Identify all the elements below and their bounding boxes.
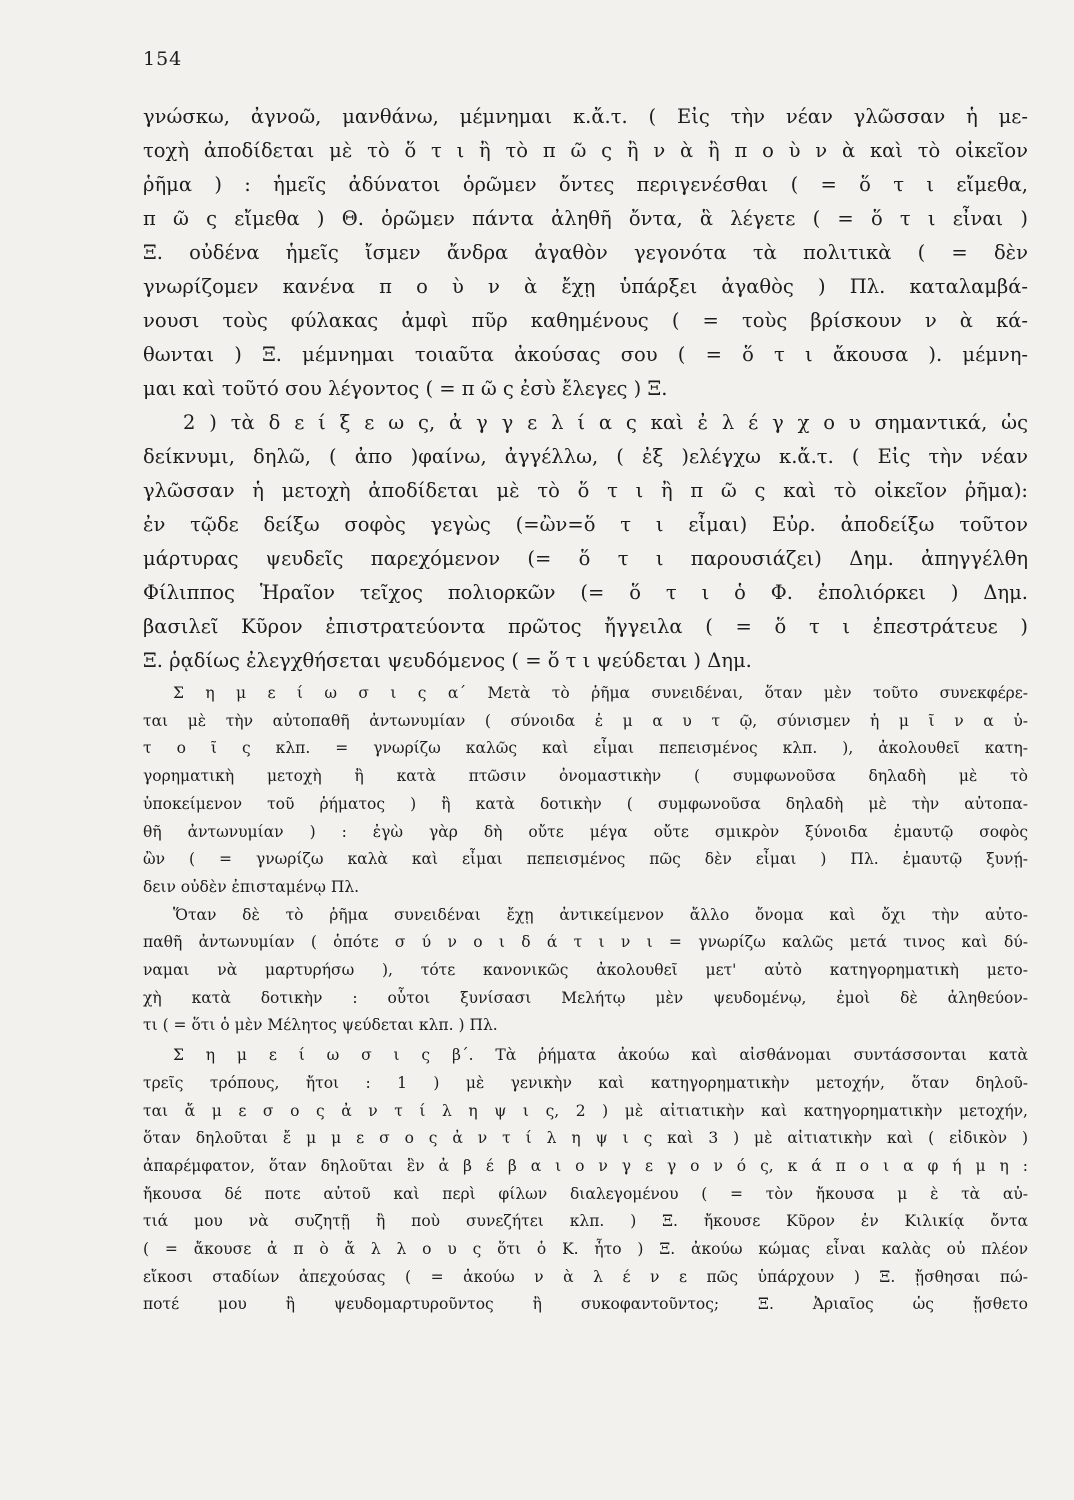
text-line: δειν οὐδὲν ἐπισταμένῳ Πλ. [143,877,360,896]
text-line: ἤκουσα δέ ποτε αὐτοῦ καὶ περὶ φίλων διαλεγομένου ( = τὸν ἤκουσα μ ὲ τὰ αὐ- [143,1184,1028,1203]
text-line: ὑποκείμενον τοῦ ῥήματος ) ἢ κατὰ δοτικὴν ( συμφωνοῦσα δηλαδὴ μὲ τὴν αὐτοπα- [143,794,1028,813]
text-line: ἀπαρέμφατον, ὅταν δηλοῦται ἓν ἀ β έ β α ι ο ν γ ε γ ο ν ό ς, κ ά π ο ι α φ ή μ η : [143,1156,1028,1175]
text-line: θωνται ) Ξ. μέμνημαι τοιαῦτα ἀκούσας σου ( = ὅ τ ι ἄκουσα ). μέμνη- [143,343,1028,366]
text-line: π ῶ ς εἴμεθα ) Θ. ὁρῶμεν πάντα ἀληθῆ ὄντα, ἃ λέγετε ( = ὅ τ ι εἶναι ) [143,207,1028,230]
text-line: Σ η μ ε ί ω σ ι ς α΄ Μετὰ τὸ ῥῆμα συνειδέναι, ὅταν μὲν τοῦτο συνεκφέρε- [173,684,1028,702]
text-line: ὢν ( = γνωρίζω καλὰ καὶ εἶμαι πεπεισμένος πῶς δὲν εἶμαι ) Πλ. ἐμαυτῷ ξυνῄ- [143,850,1028,869]
text-line: νουσι τοὺς φύλακας ἀμφὶ πῦρ καθημένους ( = τοὺς βρίσκουν ν ὰ κά- [143,309,1028,332]
text-line: Φίλιππος Ἡραῖον τεῖχος πολιορκῶν (= ὅ τ ι ὁ Φ. ἐπολιόρκει ) Δημ. [143,581,1028,604]
text-line: γνώσκω, ἀγνοῶ, μανθάνω, μέμνημαι κ.ἄ.τ. ( Εἰς τὴν νέαν γλῶσσαν ἡ με- [143,105,1028,128]
text-line: 2 ) τὰ δ ε ί ξ ε ω ς, ἀ γ γ ε λ ί α ς καὶ ἐ λ έ γ χ ο υ σημαντικά, ὡς [183,411,1028,434]
text-line: ἐν τῷδε δείξω σοφὸς γεγὼς (=ὢν=ὅ τ ι εἶμαι) Εὐρ. ἀποδείξω τοῦτον [143,513,1028,536]
text-line: ῥῆμα ) : ἡμεῖς ἀδύνατοι ὁρῶμεν ὄντες περιγενέσθαι ( = ὅ τ ι εἴμεθα, [143,173,1028,196]
paragraph-verbs-of-showing [143,406,1028,678]
text-line: μάρτυρας ψευδεῖς παρεχόμενον (= ὅ τ ι παρουσιάζει) Δημ. ἀπηγγέλθη [143,547,1028,570]
text-line: ( = ἄκουσε ἀ π ὸ ἄ λ λ ο υ ς ὅτι ὁ Κ. ἦτο ) Ξ. ἀκούω κώμας εἶναι καλὰς οὐ πλέον [143,1240,1028,1259]
text-line: μαι καὶ τοῦτό σου λέγοντος ( = π ῶ ς ἐσὺ ἔλεγες ) Ξ. [143,377,668,400]
text-line: τ ο ῖ ς κλπ. = γνωρίζω καλῶς καὶ εἶμαι πεπεισμένος κλπ. ), ἀκολουθεῖ κατη- [143,739,1028,758]
text-line: ὅταν δηλοῦται ἔ μ μ ε σ ο ς ἀ ν τ ί λ η ψ ι ς καὶ 3 ) μὲ αἰτιατικὴν καὶ ( εἰδικὸν ) [143,1129,1028,1148]
text-line: βασιλεῖ Κῦρον ἐπιστρατεύοντα πρῶτος ἤγγειλα ( = ὅ τ ι ἐπεστράτευε ) [143,615,1028,638]
page-number: 154 [143,48,183,70]
text-line: Ὅταν δὲ τὸ ῥῆμα συνειδέναι ἔχῃ ἀντικείμενον ἄλλο ὄνομα καὶ ὄχι τὴν αὐτο- [173,905,1028,924]
text-line: γλῶσσαν ἡ μετοχὴ ἀποδίδεται μὲ τὸ ὅ τ ι ἢ π ῶ ς καὶ τὸ οἰκεῖον ῥῆμα): [143,479,1028,502]
text-line: γνωρίζομεν κανένα π ο ὺ ν ὰ ἔχῃ ὑπάρξει ἀγαθὸς ) Πλ. καταλαμβά- [143,275,1028,298]
text-line: ποτέ μου ἢ ψευδομαρτυροῦντος ἢ συκοφαντοῦντος; Ξ. Ἀριαῖος ὡς ᾔσθετο [143,1295,1028,1314]
text-line: Σ η μ ε ί ω σ ι ς β΄. Τὰ ῥήματα ἀκούω καὶ αἰσθάνομαι συντάσσονται κατὰ [173,1046,1028,1065]
text-line: ναμαι νὰ μαρτυρήσω ), τότε κανονικῶς ἀκολουθεῖ μετ' αὐτὸ κατηγορηματικὴ μετο- [143,961,1028,980]
paragraph-verbs-of-knowing [143,100,1028,406]
text-line: Ξ. ῥᾳδίως ἐλεγχθήσεται ψευδόμενος ( = ὅ τ ι ψεύδεται ) Δημ. [143,649,752,672]
text-line: τι ( = ὅτι ὁ μὲν Μέλητος ψεύδεται κλπ. ) Πλ. [143,1016,498,1035]
text-line: θῆ ἀντωνυμίαν ) : ἐγὼ γὰρ δὴ οὔτε μέγα οὔτε σμικρὸν ξύνοιδα ἐμαυτῷ σοφὸς [143,822,1028,841]
note-beta [143,1042,1028,1319]
page-body [143,100,1028,1319]
text-line: τοχὴ ἀποδίδεται μὲ τὸ ὅ τ ι ἢ τὸ π ῶ ς ἢ ν ὰ ἢ π ο ὺ ν ὰ καὶ τὸ οἰκεῖον [143,139,1028,162]
text-line: γορηματικὴ μετοχὴ ἢ κατὰ πτῶσιν ὀνομαστικὴν ( συμφωνοῦσα δηλαδὴ μὲ τὸ [143,767,1028,786]
text-line: τρεῖς τρόπους, ἤτοι : 1 ) μὲ γενικὴν καὶ κατηγορηματικὴν μετοχήν, ὅταν δηλοῦ- [143,1073,1028,1092]
text-line: Ξ. οὐδένα ἡμεῖς ἴσμεν ἄνδρα ἀγαθὸν γεγονότα τὰ πολιτικὰ ( = δὲν [143,241,1028,264]
text-line: παθῆ ἀντωνυμίαν ( ὁπότε σ ύ ν ο ι δ ά τ ι ν ι = γνωρίζω καλῶς μετά τινος καὶ δύ- [143,933,1028,952]
text-line: δείκνυμι, δηλῶ, ( ἀπο )φαίνω, ἀγγέλλω, ( ἐξ )ελέγχω κ.ἄ.τ. ( Εἰς τὴν νέαν [143,445,1028,468]
text-line: τιά μου νὰ συζητῇ ἢ ποὺ συνεζήτει κλπ. ) Ξ. ἤκουσε Κῦρον ἐν Κιλικίᾳ ὄντα [143,1212,1028,1231]
text-line: ται μὲ τὴν αὐτοπαθῆ ἀντωνυμίαν ( σύνοιδα ἐ μ α υ τ ῷ, σύνισμεν ἡ μ ῖ ν α ὐ- [143,711,1028,730]
note-alpha [143,680,1028,1040]
text-line: εἴκοσι σταδίων ἀπεχούσας ( = ἀκούω ν ὰ λ έ ν ε πῶς ὑπάρχουν ) Ξ. ᾔσθησαι πώ- [143,1267,1028,1286]
text-line: χὴ κατὰ δοτικὴν : οὗτοι ξυνίσασι Μελήτῳ μὲν ψευδομένῳ, ἐμοὶ δὲ ἀληθεύον- [143,988,1028,1007]
text-line: ται ἄ μ ε σ ο ς ἀ ν τ ί λ η ψ ι ς, 2 ) μὲ αἰτιατικὴν καὶ κατηγορηματικὴν μετοχήν, [143,1101,1028,1120]
